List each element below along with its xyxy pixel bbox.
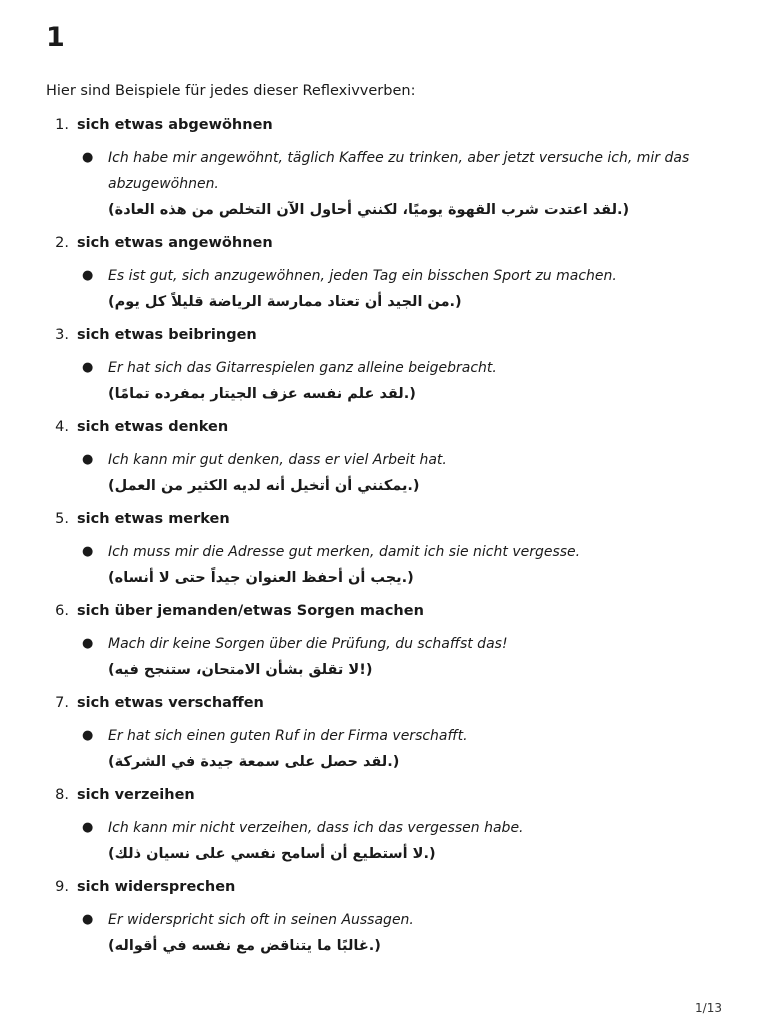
list-item	[46, 599, 736, 683]
example-arabic: (لا أستطيع أن أسامح نفسي على نسيان ذلك.)	[108, 846, 436, 862]
verb-title: sich verzeihen	[77, 787, 195, 803]
verb-heading	[46, 231, 736, 255]
example-arabic: (من الجيد أن تعتاد ممارسة الرياضة قليلاً كل يوم.)	[108, 294, 462, 310]
verb-heading	[46, 783, 736, 807]
item-number: 2.	[55, 235, 69, 251]
verb-heading	[46, 415, 736, 439]
verb-heading	[46, 113, 736, 137]
verb-title: sich etwas verschaffen	[77, 695, 264, 711]
example-german: Ich muss mir die Adresse gut merken, damit ich sie nicht vergesse.	[108, 544, 581, 560]
verb-heading	[46, 599, 736, 623]
verb-heading	[46, 323, 736, 347]
example-german: Ich kann mir gut denken, dass er viel Arbeit hat.	[108, 452, 447, 468]
page-heading: 1	[46, 22, 65, 53]
example-arabic: (لقد اعتدت شرب القهوة يوميًا، لكنني أحاول الآن التخلص من هذه العادة.)	[108, 202, 630, 218]
item-number: 6.	[55, 603, 69, 619]
bullet-icon: ●	[82, 360, 94, 375]
bullet-icon: ●	[82, 820, 94, 835]
bullet-icon: ●	[82, 150, 94, 165]
item-number: 7.	[55, 695, 69, 711]
verb-title: sich etwas denken	[77, 419, 229, 435]
example	[82, 907, 736, 959]
verb-heading	[46, 507, 736, 531]
verb-title: sich etwas beibringen	[77, 327, 257, 343]
bullet-icon: ●	[82, 544, 94, 559]
verb-title: sich etwas abgewöhnen	[77, 117, 273, 133]
verb-list	[46, 113, 736, 967]
list-item	[46, 691, 736, 775]
example-german: Mach dir keine Sorgen über die Prüfung, du schaffst das!	[108, 636, 508, 652]
example	[82, 355, 736, 407]
list-item	[46, 415, 736, 499]
example-german: Ich kann mir nicht verzeihen, dass ich das vergessen habe.	[108, 820, 524, 836]
example-arabic: (لقد علم نفسه عزف الجيتار بمفرده تمامًا.)	[108, 386, 416, 402]
example-arabic: (يمكنني أن أتخيل أنه لديه الكثير من العمل.)	[108, 478, 420, 494]
list-item	[46, 783, 736, 867]
list-item	[46, 113, 736, 223]
list-item	[46, 507, 736, 591]
list-item	[46, 231, 736, 315]
item-number: 4.	[55, 419, 69, 435]
verb-heading	[46, 691, 736, 715]
bullet-icon: ●	[82, 636, 94, 651]
example-german: Er widerspricht sich oft in seinen Aussagen.	[108, 912, 414, 928]
example-german: Es ist gut, sich anzugewöhnen, jeden Tag ein bisschen Sport zu machen.	[108, 268, 617, 284]
example	[82, 263, 736, 315]
bullet-icon: ●	[82, 268, 94, 283]
example	[82, 539, 736, 591]
verb-title: sich widersprechen	[77, 879, 236, 895]
item-number: 1.	[55, 117, 69, 133]
item-number: 8.	[55, 787, 69, 803]
intro-text: Hier sind Beispiele für jedes dieser Reflexivverben:	[46, 83, 416, 99]
verb-title: sich etwas angewöhnen	[77, 235, 273, 251]
example-arabic: (لا تقلق بشأن الامتحان، ستنجح فيه!)	[108, 662, 373, 678]
example	[82, 447, 736, 499]
item-number: 5.	[55, 511, 69, 527]
example-german: Ich habe mir angewöhnt, täglich Kaffee zu trinken, aber jetzt versuche ich, mir das abzugewöhnen.	[108, 150, 690, 192]
example	[82, 815, 736, 867]
page-counter: 1/13	[695, 1001, 722, 1015]
verb-title: sich etwas merken	[77, 511, 230, 527]
item-number: 3.	[55, 327, 69, 343]
verb-heading	[46, 875, 736, 899]
example-arabic: (غالبًا ما يتناقض مع نفسه في أقواله.)	[108, 938, 381, 954]
list-item	[46, 875, 736, 959]
bullet-icon: ●	[82, 912, 94, 927]
example-german: Er hat sich einen guten Ruf in der Firma verschafft.	[108, 728, 468, 744]
bullet-icon: ●	[82, 452, 94, 467]
example-german: Er hat sich das Gitarrespielen ganz alleine beigebracht.	[108, 360, 497, 376]
example-arabic: (يجب أن أحفظ العنوان جيداً حتى لا أنساه.)	[108, 570, 414, 586]
item-number: 9.	[55, 879, 69, 895]
example	[82, 723, 736, 775]
example-arabic: (لقد حصل على سمعة جيدة في الشركة.)	[108, 754, 400, 770]
verb-title: sich über jemanden/etwas Sorgen machen	[77, 603, 424, 619]
example	[82, 145, 736, 223]
list-item	[46, 323, 736, 407]
example	[82, 631, 736, 683]
bullet-icon: ●	[82, 728, 94, 743]
